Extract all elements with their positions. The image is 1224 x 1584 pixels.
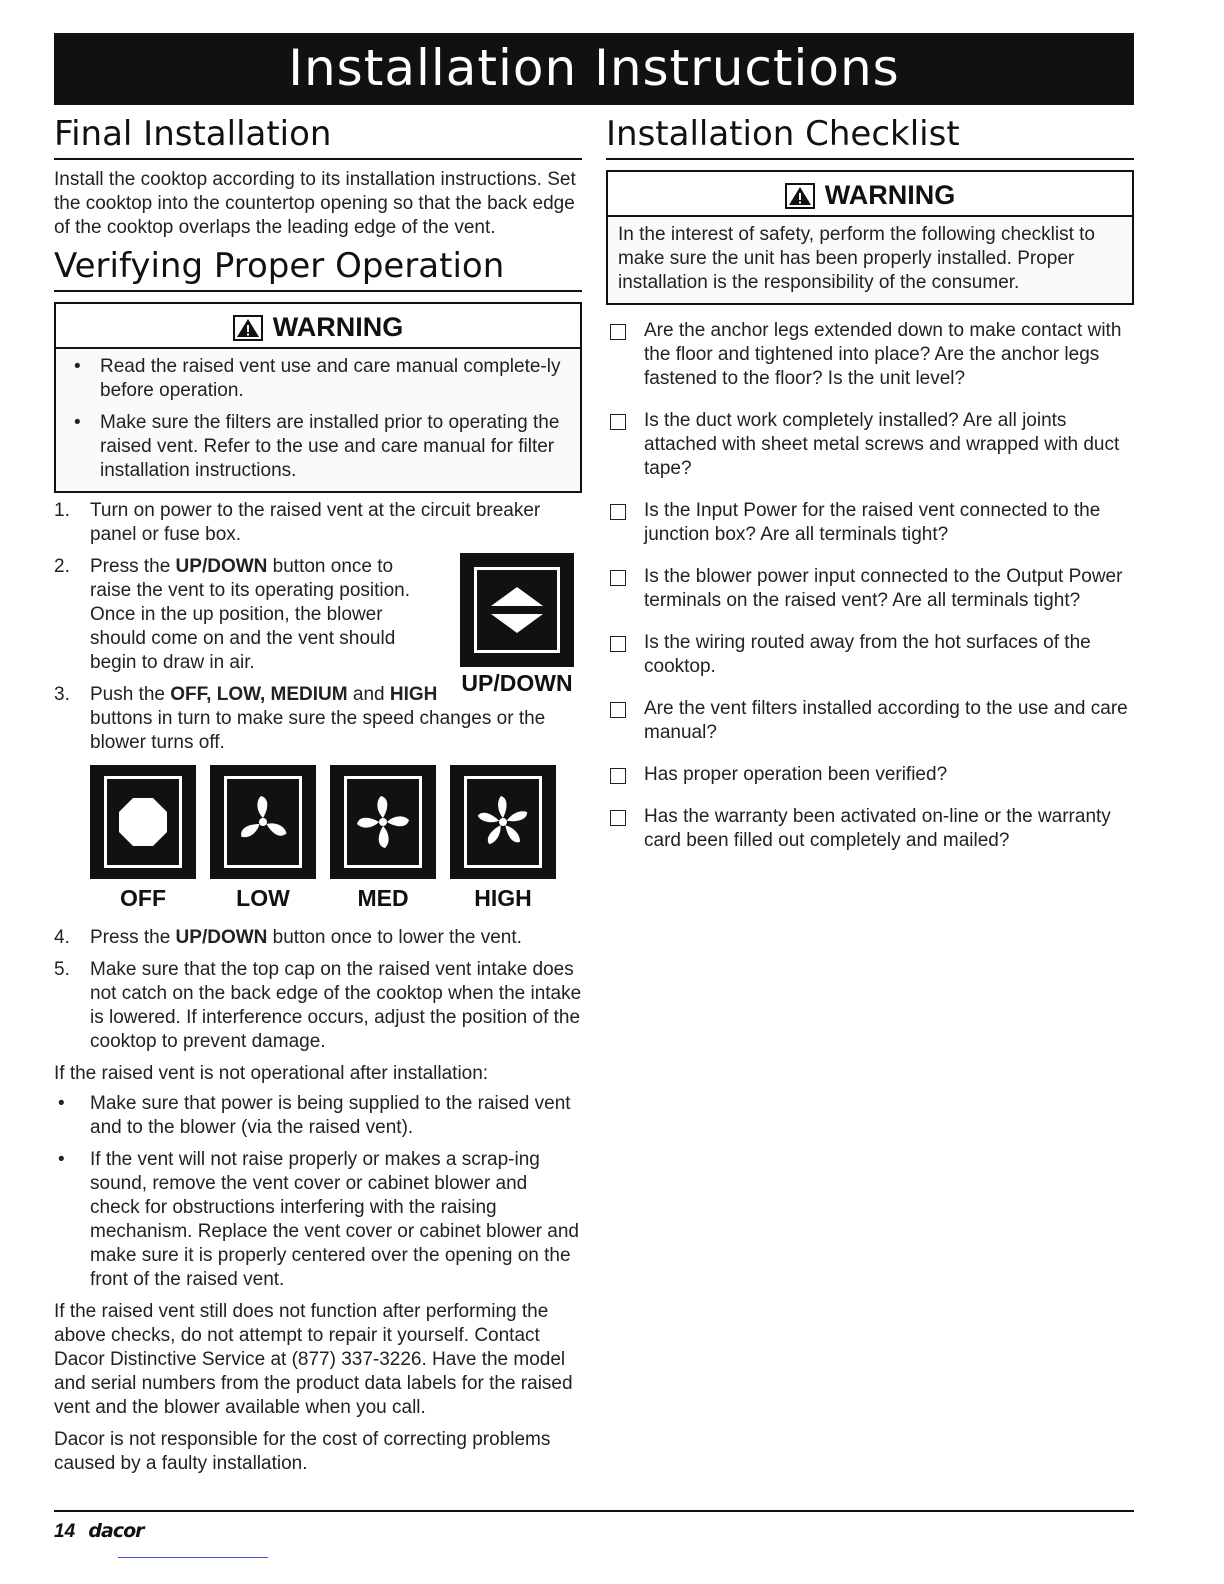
checkbox[interactable] [610, 810, 626, 826]
list-item: • If the vent will not raise properly or makes a scrap-ing sound, remove the vent cover or cabinet blower and check for obstructions interfering with the raising mechanism. Replace the vent cover or cabinet blower and make sure it is properly centered over the opening on the front of the raised vent. [54, 1148, 582, 1292]
operation-steps [54, 499, 582, 755]
step-item: 5. Make sure that the top cap on the raised vent intake does not catch on the back edge of the cooktop when the intake is lowered. If interference occurs, adjust the position of the cooktop to prevent damage. [54, 959, 582, 1052]
warning-title: WARNING [824, 180, 956, 210]
checkbox[interactable] [610, 636, 626, 652]
checklist-item: Is the blower power input connected to the Output Power terminals on the raised vent? Are all terminals tight? [606, 565, 1134, 613]
checkbox[interactable] [610, 768, 626, 784]
high-button-graphic: HIGH [450, 765, 556, 912]
list-item: • Make sure that power is being supplied to the raised vent and to the blower (via the raised vent). [54, 1092, 582, 1140]
verifying-heading: Verifying Proper Operation [54, 242, 582, 292]
warning-bullet: • Read the raised vent use and care manual complete-ly before operation. [66, 355, 570, 403]
speed-buttons-graphic [90, 765, 556, 912]
checkbox[interactable] [610, 570, 626, 586]
operation-steps-continued [54, 926, 582, 1054]
checklist-item: Are the vent filters installed according to the use and care manual? [606, 697, 1134, 745]
checklist-item: Is the Input Power for the raised vent connected to the junction box? Are all terminals tight? [606, 499, 1134, 547]
checklist-heading: Installation Checklist [606, 110, 1134, 160]
checklist-item: Has the warranty been activated on-line or the warranty card been filled out completely and mailed? [606, 805, 1134, 853]
final-installation-heading: Final Installation [54, 110, 582, 160]
updown-label: UP/DOWN [461, 670, 573, 696]
checklist-item: Are the anchor legs extended down to make contact with the floor and tightened into place? Are the anchor legs fastened to the floor? Is the unit level? [606, 319, 1134, 391]
fan-low-icon [233, 792, 293, 852]
step-item: 4. Press the UP/DOWN button once to lower the vent. [54, 927, 522, 948]
up-down-arrows-icon [487, 585, 547, 635]
low-button-graphic: LOW [210, 765, 316, 912]
warning-title: WARNING [272, 312, 404, 342]
checkbox[interactable] [610, 324, 626, 340]
step-item: 3. Push the OFF, LOW, MEDIUM and HIGH buttons in turn to make sure the speed changes or the blower turns off. [54, 684, 546, 753]
fan-medium-icon [353, 792, 413, 852]
disclaimer-text: Dacor is not responsible for the cost of correcting problems caused by a faulty installation. [54, 1429, 551, 1474]
checklist [606, 319, 1134, 853]
stop-octagon-icon [117, 796, 169, 848]
warning-bullet: • Make sure the filters are installed prior to operating the raised vent. Refer to the use and care manual for filter installation instructions. [66, 411, 570, 483]
link-underline [118, 1557, 268, 1558]
troubleshoot-list [54, 1092, 582, 1292]
step-item: 1. Turn on power to the raised vent at the circuit breaker panel or fuse box. [54, 500, 541, 545]
page-number: 14 [54, 1521, 76, 1542]
checklist-warning-text: In the interest of safety, perform the following checklist to make sure the unit has been properly installed. Proper installation is the responsibility of the consumer. [608, 217, 1132, 303]
page-footer [54, 1520, 144, 1543]
checklist-item: Has proper operation been verified? [606, 763, 1134, 787]
checklist-warning-box [606, 170, 1134, 305]
left-column [54, 110, 582, 1476]
checkbox[interactable] [610, 702, 626, 718]
off-button-graphic: OFF [90, 765, 196, 912]
service-contact-text: If the raised vent still does not function after performing the above checks, do not attempt to repair it yourself. Contact Dacor Distinctive Service at (877) 337-3226. Have the model and serial numbers from the product data labels for the raised vent and the blower available when you call. [54, 1301, 573, 1418]
checklist-item: Is the wiring routed away from the hot surfaces of the cooktop. [606, 631, 1134, 679]
checkbox[interactable] [610, 414, 626, 430]
warning-triangle-icon [233, 315, 263, 341]
final-installation-text: Install the cooktop according to its installation instructions. Set the cooktop into the countertop opening so that the back edge of the cooktop overlaps the leading edge of the vent. [54, 169, 576, 238]
updown-button-graphic [452, 553, 582, 695]
warning-triangle-icon [785, 183, 815, 209]
page-banner: Installation Instructions [54, 33, 1134, 105]
step-item: UP/DOWN 2. Press the UP/DOWN button once to raise the vent to its operating position. Once in the up position, the blower should come on and the vent should begin to draw in air. [54, 555, 582, 675]
med-button-graphic: MED [330, 765, 436, 912]
brand-logo: dacor [88, 1520, 144, 1542]
not-operational-text: If the raised vent is not operational after installation: [54, 1063, 489, 1084]
operation-warning-box [54, 302, 582, 493]
fan-high-icon [473, 792, 533, 852]
right-column [606, 110, 1134, 871]
checkbox[interactable] [610, 504, 626, 520]
footer-rule [54, 1510, 1134, 1512]
checklist-item: Is the duct work completely installed? Are all joints attached with sheet metal screws and wrapped with duct tape? [606, 409, 1134, 481]
